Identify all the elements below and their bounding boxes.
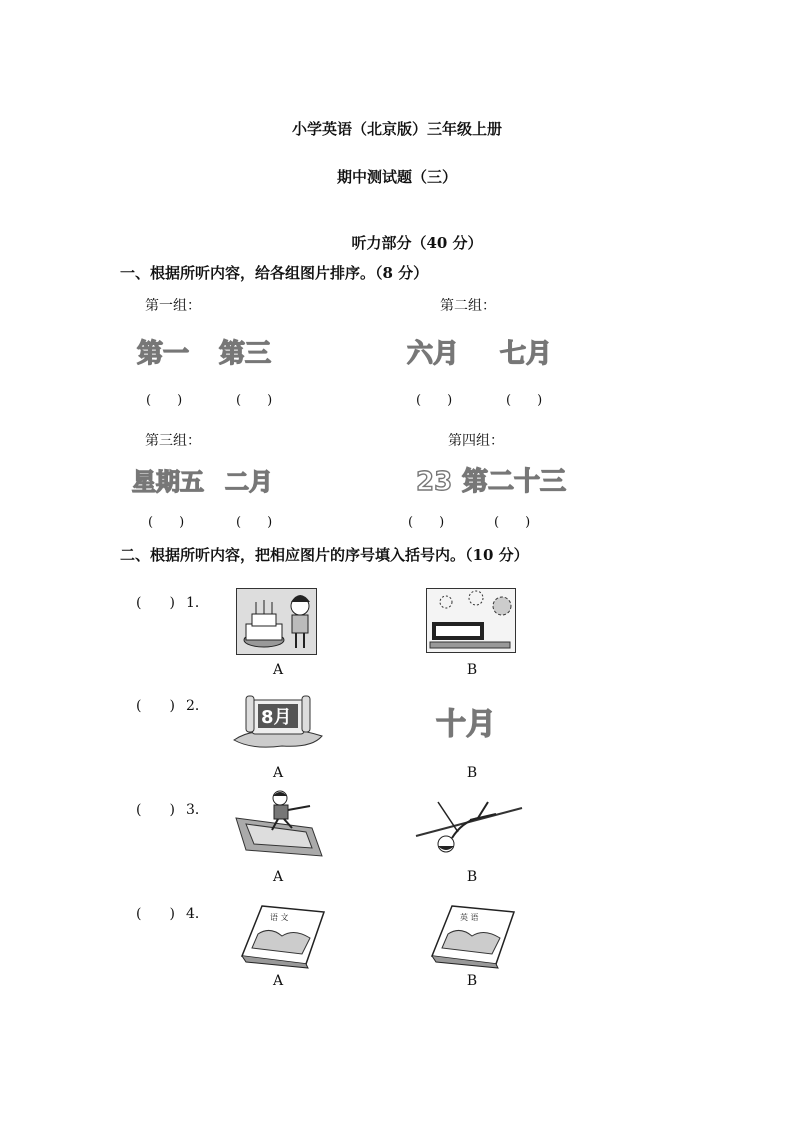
book-title: 英 语 — [460, 913, 479, 922]
question-number: 3． — [186, 802, 209, 818]
part-heading: 听力部分（40 分） — [351, 234, 483, 252]
group1-word-1: 第一 — [137, 339, 190, 369]
book-title: 语 文 — [270, 913, 289, 922]
option-label-b: B — [466, 869, 478, 885]
long-jump-boy-image — [232, 788, 324, 860]
english-book-image — [430, 904, 516, 966]
option-label-b: B — [466, 973, 478, 989]
question-number: 1． — [186, 595, 209, 611]
option-label-a: A — [272, 662, 284, 678]
option-label-a: A — [272, 765, 284, 781]
answer-blank[interactable]: ( ) — [506, 393, 543, 408]
answer-blank[interactable]: ( ) — [236, 515, 273, 530]
group2-pictures — [405, 334, 575, 370]
answer-blank[interactable]: ( ) — [494, 515, 531, 530]
answer-blank[interactable]: ( ) — [146, 393, 183, 408]
group4-pictures — [414, 462, 584, 498]
section1-heading: 一、根据所听内容，给各组图片排序。（8 分） — [120, 264, 429, 282]
group2-label: 第二组： — [440, 298, 496, 314]
answer-blank[interactable]: ( ) — [136, 906, 175, 922]
answer-blank[interactable]: ( ) — [136, 698, 175, 714]
calendar-august-image — [232, 690, 324, 752]
question-number: 2． — [186, 698, 209, 714]
answer-blank[interactable]: ( ) — [416, 393, 453, 408]
group2-word-1: 六月 — [407, 339, 460, 369]
answer-blank[interactable]: ( ) — [148, 515, 185, 530]
option-label-b: B — [466, 765, 478, 781]
group1-word-2: 第三 — [219, 339, 272, 369]
group4-word-1: 23 — [416, 467, 453, 497]
calendar-text: 8月 — [261, 707, 292, 728]
option-label-a: A — [272, 869, 284, 885]
high-jump-image — [414, 796, 524, 856]
answer-blank[interactable]: ( ) — [136, 595, 175, 611]
chinese-book-image — [240, 904, 326, 966]
answer-blank[interactable]: ( ) — [236, 393, 273, 408]
group3-label: 第三组： — [145, 433, 201, 449]
group3-pictures — [130, 462, 290, 498]
group3-word-2: 二月 — [225, 468, 273, 496]
group1-pictures — [135, 334, 285, 370]
option-label-b: B — [466, 662, 478, 678]
birthday-cake-girl-image — [236, 588, 318, 656]
october-text-image — [434, 704, 514, 744]
group3-word-1: 星期五 — [132, 468, 204, 496]
question-number: 4． — [186, 906, 209, 922]
answer-blank[interactable]: ( ) — [408, 515, 445, 530]
group4-label: 第四组： — [448, 433, 504, 449]
document-subtitle: 期中测试题（三） — [336, 168, 457, 186]
answer-blank[interactable]: ( ) — [136, 802, 175, 818]
group1-label: 第一组： — [145, 298, 201, 314]
group2-word-2: 七月 — [500, 339, 553, 369]
national-day-fireworks-image — [426, 588, 516, 654]
section2-heading: 二、根据所听内容，把相应图片的序号填入括号内。（10 分） — [120, 546, 529, 564]
month-text: 十月 — [436, 707, 496, 742]
group4-word-2: 第二十三 — [462, 467, 567, 497]
document-title: 小学英语（北京版）三年级上册 — [291, 120, 502, 138]
option-label-a: A — [272, 973, 284, 989]
